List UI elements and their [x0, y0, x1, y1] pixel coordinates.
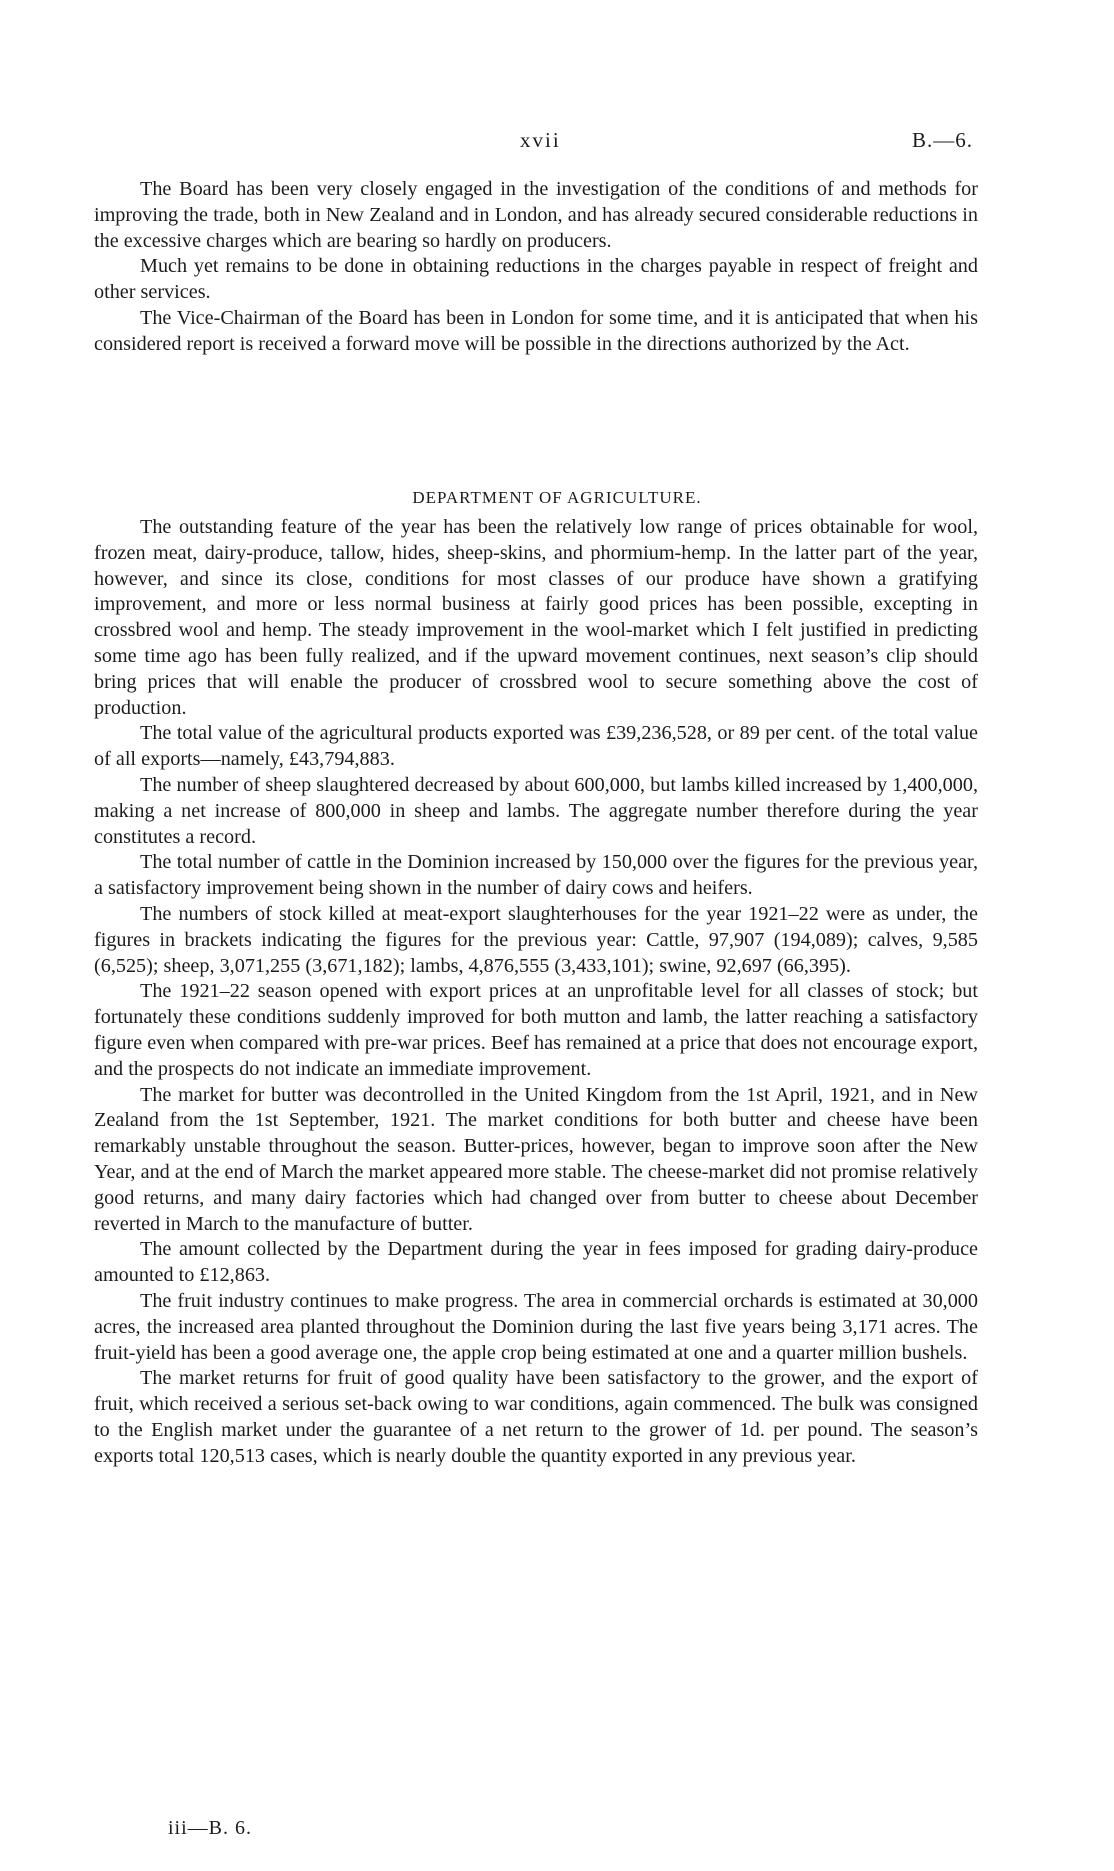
- paragraph: The numbers of stock killed at meat-export slaughterhouses for the year 1921–22 were as under, the figures in brackets indicating the figures for the previous year: Cattle, 97,907 (194,089); calves, 9,585 (6,525); sheep, 3,071,255 (3,671,182); lambs, 4,876,555 (3,433,101); swine, 92,697 (66,395).: [94, 902, 978, 977]
- signature-mark: iii—B. 6.: [168, 1817, 253, 1839]
- paragraph: The amount collected by the Department during the year in fees imposed for grading dairy-produce amounted to £12,863.: [94, 1238, 978, 1287]
- intro-text-block: [94, 177, 978, 358]
- paragraph: The total number of cattle in the Dominion increased by 150,000 over the figures for the previous year, a satisfactory improvement being shown in the number of dairy cows and heifers.: [94, 851, 978, 900]
- paragraph: The Vice-Chairman of the Board has been in London for some time, and it is anticipated that when his considered report is received a forward move will be possible in the directions authorized by the Act.: [94, 306, 978, 355]
- paragraph: The 1921–22 season opened with export prices at an unprofitable level for all classes of stock; but fortunately these conditions suddenly improved for both mutton and lamb, the latter reaching a satisfactory figure even when compared with pre-war prices. Beef has remained at a price that does not encourage export, and the prospects do not indicate an immediate improvement.: [94, 980, 978, 1080]
- paragraph: The market returns for fruit of good quality have been satisfactory to the grower, and the export of fruit, which received a serious set-back owing to war conditions, again commenced. The bulk was consigned to the English market under the guarantee of a net return to the grower of 1d. per pound. The season’s exports total 120,513 cases, which is nearly double the quantity exported in any previous year.: [94, 1367, 978, 1467]
- document-reference: B.—6.: [912, 128, 974, 152]
- agriculture-text-block: [94, 515, 978, 1469]
- paragraph: The fruit industry continues to make progress. The area in commercial orchards is estimated at 30,000 acres, the increased area planted throughout the Dominion during the last five years being 3,171 acres. The fruit-yield has been a good average one, the apple crop being estimated at one and a quarter million bushels.: [94, 1289, 978, 1364]
- paragraph: The number of sheep slaughtered decreased by about 600,000, but lambs killed increased by 1,400,000, making a net increase of 800,000 in sheep and lambs. The aggregate number therefore during the year constitutes a record.: [94, 773, 978, 848]
- paragraph: The Board has been very closely engaged in the investigation of the conditions of and methods for improving the trade, both in New Zealand and in London, and has already secured considerable reductions in the excessive charges which are bearing so hardly on producers.: [94, 178, 978, 252]
- section-heading: DEPARTMENT OF AGRICULTURE.: [412, 488, 702, 507]
- paragraph: The market for butter was decontrolled in the United Kingdom from the 1st April, 1921, and in New Zealand from the 1st September, 1921. The market conditions for both butter and cheese have been remarkably unstable throughout the season. Butter-prices, however, began to improve soon after the New Year, and at the end of March the market appeared more stable. The cheese-market did not promise relatively good returns, and many dairy factories which had changed over from butter to cheese about December reverted in March to the manufacture of butter.: [94, 1083, 978, 1235]
- paragraph: The total value of the agricultural products exported was £39,236,528, or 89 per cent. of the total value of all exports—namely, £43,794,883.: [94, 722, 978, 771]
- paragraph: Much yet remains to be done in obtaining reductions in the charges payable in respect of freight and other services.: [94, 255, 978, 304]
- page-header: [0, 128, 1114, 162]
- page-number: xvii: [520, 128, 561, 152]
- paragraph: The outstanding feature of the year has been the relatively low range of prices obtainable for wool, frozen meat, dairy-produce, tallow, hides, sheep-skins, and phormium-hemp. In the latter part of the year, however, and since its close, conditions for most classes of our produce have shown a gratifying improvement, and more or less normal business at fairly good prices has been possible, excepting in crossbred wool and hemp. The steady improvement in the wool-market which I felt justified in predicting some time ago has been fully realized, and if the upward movement continues, next season’s clip should bring prices that will enable the producer of crossbred wool to secure something above the cost of production.: [94, 516, 978, 719]
